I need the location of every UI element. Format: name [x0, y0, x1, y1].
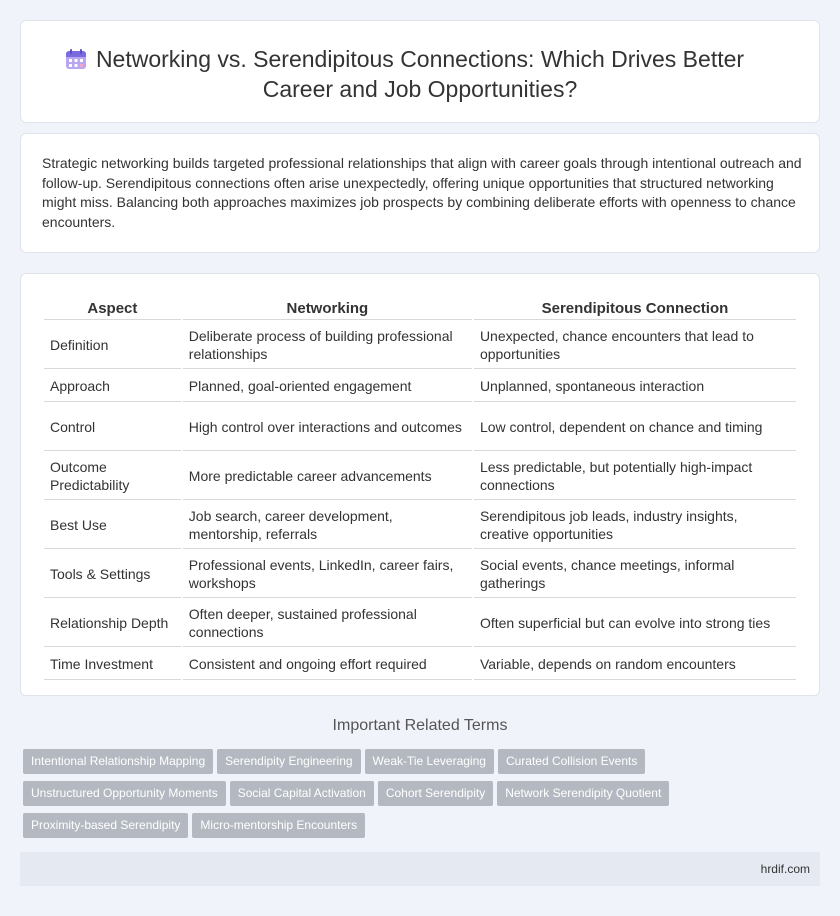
row-aspect: Outcome Predictability: [44, 453, 181, 500]
table-row: [44, 322, 796, 369]
row-networking: More predictable career advancements: [183, 453, 472, 500]
tag-row: [23, 781, 813, 813]
related-term-tag[interactable]: Serendipity Engineering: [217, 749, 360, 774]
related-term-tag[interactable]: Proximity-based Serendipity: [23, 813, 188, 838]
tag-row: [23, 749, 813, 781]
related-terms-list: [23, 749, 813, 845]
row-networking: Planned, goal-oriented engagement: [183, 371, 472, 402]
row-aspect: Approach: [44, 371, 181, 402]
page-title: Networking vs. Serendipitous Connections: Which Drives Better Career and Job Opportunities?: [95, 46, 745, 102]
row-serendipitous: Low control, dependent on chance and timing: [474, 404, 796, 451]
row-serendipitous: Often superficial but can evolve into strong ties: [474, 600, 796, 647]
header-serendipitous: Serendipitous Connection: [474, 296, 796, 320]
row-aspect: Best Use: [44, 502, 181, 549]
table-row: [44, 502, 796, 549]
related-term-tag[interactable]: Cohort Serendipity: [378, 781, 493, 806]
table-row: [44, 649, 796, 680]
related-term-tag[interactable]: Micro-mentorship Encounters: [192, 813, 365, 838]
table-row: [44, 371, 796, 402]
row-aspect: Time Investment: [44, 649, 181, 680]
related-term-tag[interactable]: Unstructured Opportunity Moments: [23, 781, 226, 806]
table-row: [44, 551, 796, 598]
footer-site[interactable]: hrdif.com: [760, 862, 810, 876]
table-row: [44, 453, 796, 500]
table-row: [44, 404, 796, 451]
intro-paragraph: Strategic networking builds targeted professional relationships that align with career goals through intentional outreach and follow-up. Serendipitous connections often arise unexpectedly, offering unique opportunities that structured networking might miss. Balancing both approaches maximizes job prospects by combining deliberate efforts with openness to chance encounters.: [42, 155, 802, 230]
row-serendipitous: Social events, chance meetings, informal gatherings: [474, 551, 796, 598]
row-networking: Deliberate process of building professional relationships: [183, 322, 472, 369]
related-term-tag[interactable]: Curated Collision Events: [498, 749, 645, 774]
footer: [20, 852, 820, 886]
table-header-row: [44, 296, 796, 320]
comparison-card: [20, 273, 820, 696]
table-row: [44, 600, 796, 647]
row-serendipitous: Serendipitous job leads, industry insights, creative opportunities: [474, 502, 796, 549]
header-networking: Networking: [183, 296, 472, 320]
row-serendipitous: Variable, depends on random encounters: [474, 649, 796, 680]
header-card: [20, 20, 820, 123]
related-terms-title: Important Related Terms: [332, 717, 508, 734]
comparison-table: [42, 294, 798, 682]
row-serendipitous: Unplanned, spontaneous interaction: [474, 371, 796, 402]
row-networking: Consistent and ongoing effort required: [183, 649, 472, 680]
row-aspect: Definition: [44, 322, 181, 369]
related-term-tag[interactable]: Intentional Relationship Mapping: [23, 749, 213, 774]
row-networking: Job search, career development, mentorship, referrals: [183, 502, 472, 549]
related-term-tag[interactable]: Network Serendipity Quotient: [497, 781, 669, 806]
header-aspect: Aspect: [44, 296, 181, 320]
row-aspect: Control: [44, 404, 181, 451]
row-aspect: Relationship Depth: [44, 600, 181, 647]
intro-card: [20, 133, 820, 253]
tag-row: [23, 813, 813, 845]
row-networking: High control over interactions and outcomes: [183, 404, 472, 451]
row-networking: Often deeper, sustained professional connections: [183, 600, 472, 647]
related-term-tag[interactable]: Weak-Tie Leveraging: [365, 749, 494, 774]
row-aspect: Tools & Settings: [44, 551, 181, 598]
related-term-tag[interactable]: Social Capital Activation: [230, 781, 374, 806]
row-serendipitous: Unexpected, chance encounters that lead to opportunities: [474, 322, 796, 369]
row-serendipitous: Less predictable, but potentially high-impact connections: [474, 453, 796, 500]
row-networking: Professional events, LinkedIn, career fairs, workshops: [183, 551, 472, 598]
